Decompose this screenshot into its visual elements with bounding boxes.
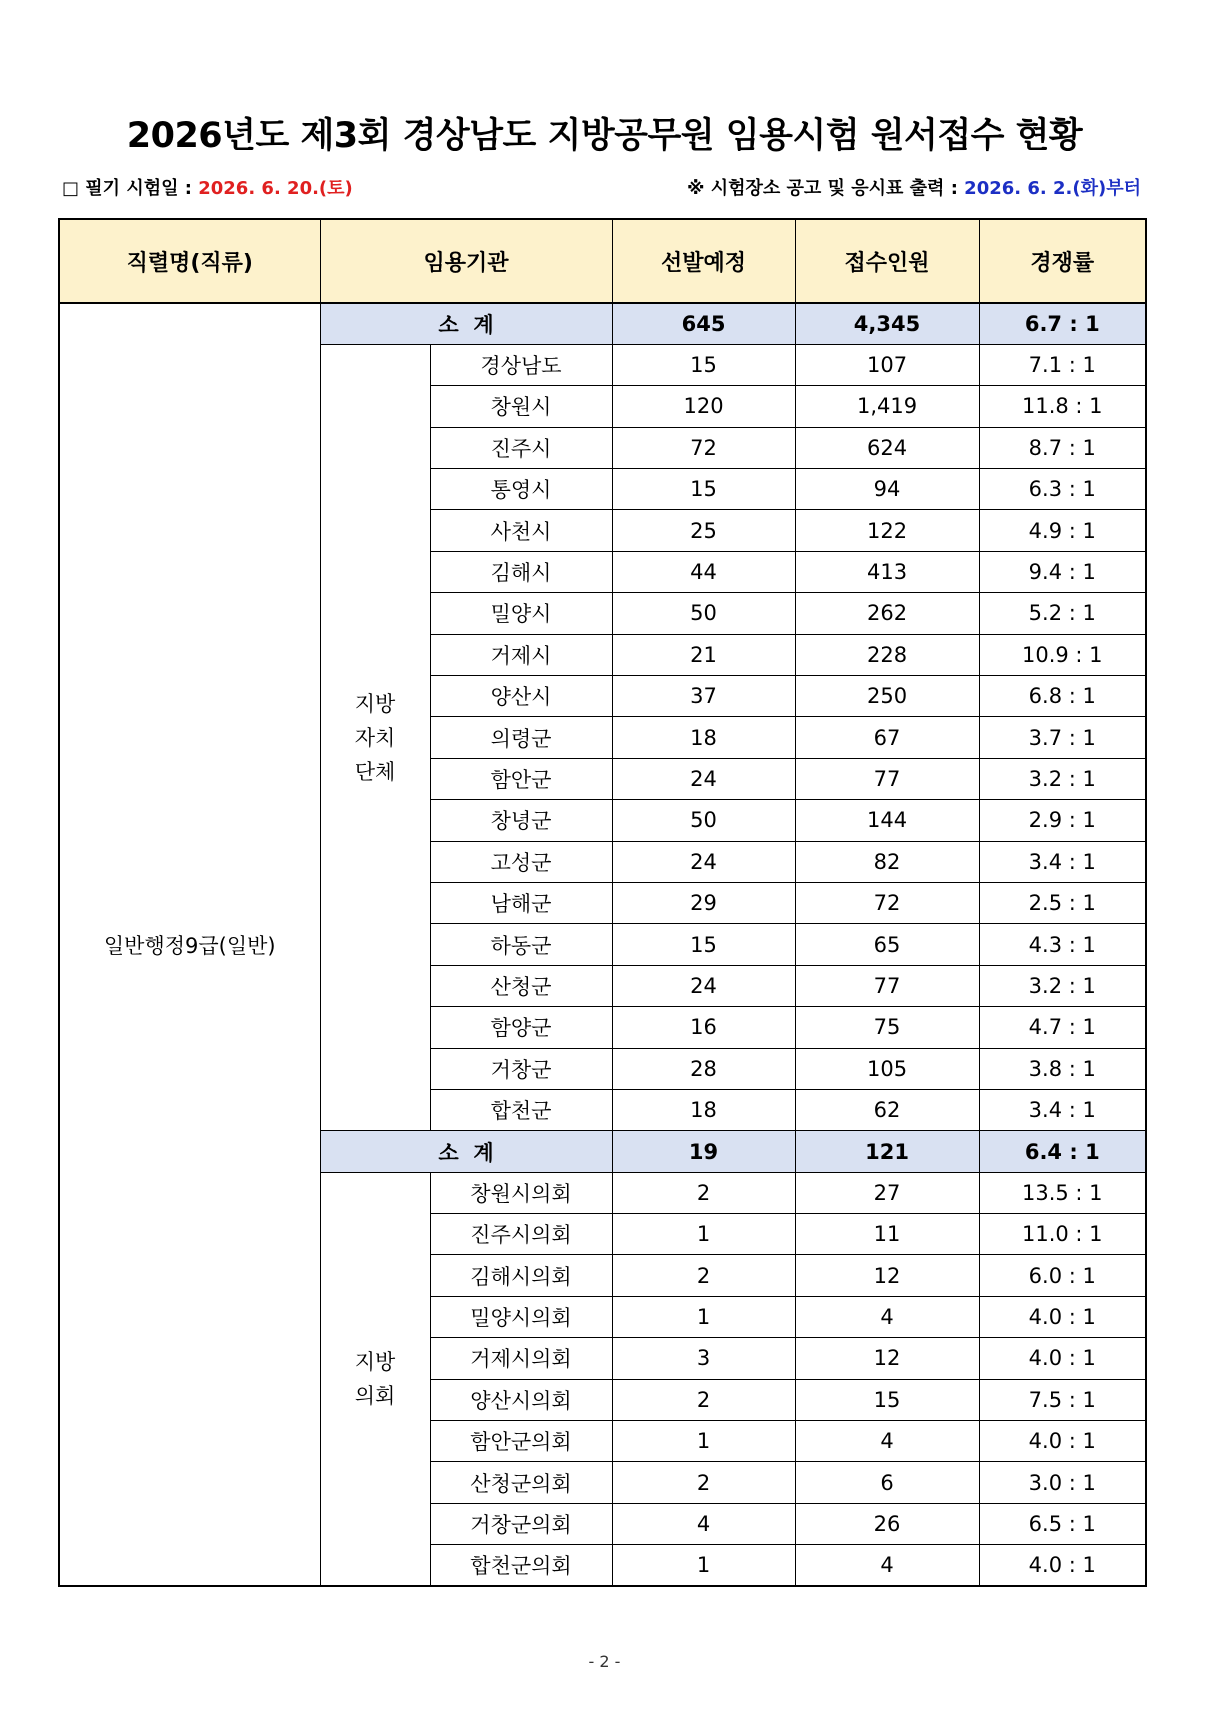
applicants-cell: 4 bbox=[795, 1545, 979, 1586]
subtotal-planned: 645 bbox=[612, 303, 795, 344]
planned-cell: 44 bbox=[612, 551, 795, 592]
planned-cell: 24 bbox=[612, 841, 795, 882]
planned-cell: 29 bbox=[612, 882, 795, 923]
applicants-cell: 250 bbox=[795, 676, 979, 717]
subtotal-planned: 19 bbox=[612, 1131, 795, 1172]
ratio-cell: 13.5 : 1 bbox=[979, 1172, 1146, 1213]
agency-cell: 거창군 bbox=[430, 1048, 612, 1089]
ratio-cell: 6.5 : 1 bbox=[979, 1503, 1146, 1544]
agency-cell: 고성군 bbox=[430, 841, 612, 882]
page-number: - 2 - bbox=[588, 1652, 621, 1671]
planned-cell: 1 bbox=[612, 1421, 795, 1462]
planned-cell: 2 bbox=[612, 1255, 795, 1296]
applicants-cell: 413 bbox=[795, 551, 979, 592]
applicants-cell: 15 bbox=[795, 1379, 979, 1420]
group-label-line: 단체 bbox=[354, 759, 396, 784]
job-series-cell: 일반행정9급(일반) bbox=[59, 303, 320, 1586]
ratio-cell: 11.0 : 1 bbox=[979, 1214, 1146, 1255]
ratio-cell: 11.8 : 1 bbox=[979, 386, 1146, 427]
applicants-cell: 67 bbox=[795, 717, 979, 758]
group-label-line: 의회 bbox=[354, 1383, 396, 1408]
ratio-cell: 6.0 : 1 bbox=[979, 1255, 1146, 1296]
header-applicants: 접수인원 bbox=[795, 219, 979, 303]
applicants-cell: 12 bbox=[795, 1338, 979, 1379]
planned-cell: 1 bbox=[612, 1296, 795, 1337]
applicants-cell: 107 bbox=[795, 344, 979, 385]
planned-cell: 2 bbox=[612, 1379, 795, 1420]
applicants-cell: 27 bbox=[795, 1172, 979, 1213]
agency-cell: 진주시 bbox=[430, 427, 612, 468]
subtotal-row bbox=[59, 303, 1146, 344]
planned-cell: 1 bbox=[612, 1214, 795, 1255]
planned-cell: 2 bbox=[612, 1172, 795, 1213]
ratio-cell: 6.8 : 1 bbox=[979, 676, 1146, 717]
applicants-cell: 6 bbox=[795, 1462, 979, 1503]
ratio-cell: 3.7 : 1 bbox=[979, 717, 1146, 758]
planned-cell: 18 bbox=[612, 717, 795, 758]
agency-cell: 창원시의회 bbox=[430, 1172, 612, 1213]
applicants-cell: 262 bbox=[795, 593, 979, 634]
ratio-cell: 9.4 : 1 bbox=[979, 551, 1146, 592]
planned-cell: 15 bbox=[612, 344, 795, 385]
planned-cell: 15 bbox=[612, 469, 795, 510]
applicants-cell: 82 bbox=[795, 841, 979, 882]
agency-cell: 밀양시 bbox=[430, 593, 612, 634]
ratio-cell: 4.3 : 1 bbox=[979, 924, 1146, 965]
header-agency: 임용기관 bbox=[320, 219, 612, 303]
page-title: 2026년도 제3회 경상남도 지방공무원 임용시험 원서접수 현황 bbox=[126, 116, 1083, 156]
ratio-cell: 4.0 : 1 bbox=[979, 1545, 1146, 1586]
applicants-cell: 72 bbox=[795, 882, 979, 923]
applicants-cell: 75 bbox=[795, 1007, 979, 1048]
agency-cell: 합천군의회 bbox=[430, 1545, 612, 1586]
agency-cell: 진주시의회 bbox=[430, 1214, 612, 1255]
applicants-cell: 11 bbox=[795, 1214, 979, 1255]
subtotal-label: 소 계 bbox=[320, 1131, 612, 1172]
exam-date-line bbox=[62, 174, 353, 200]
agency-cell: 양산시의회 bbox=[430, 1379, 612, 1420]
ratio-cell: 8.7 : 1 bbox=[979, 427, 1146, 468]
applicants-cell: 26 bbox=[795, 1503, 979, 1544]
applicants-cell: 65 bbox=[795, 924, 979, 965]
applicants-cell: 94 bbox=[795, 469, 979, 510]
ratio-cell: 3.4 : 1 bbox=[979, 841, 1146, 882]
planned-cell: 2 bbox=[612, 1462, 795, 1503]
ratio-cell: 4.0 : 1 bbox=[979, 1338, 1146, 1379]
applicants-cell: 1,419 bbox=[795, 386, 979, 427]
agency-cell: 통영시 bbox=[430, 469, 612, 510]
agency-cell: 함양군 bbox=[430, 1007, 612, 1048]
applicants-cell: 122 bbox=[795, 510, 979, 551]
applicants-cell: 105 bbox=[795, 1048, 979, 1089]
applicants-cell: 4 bbox=[795, 1421, 979, 1462]
agency-cell: 김해시 bbox=[430, 551, 612, 592]
ratio-cell: 2.5 : 1 bbox=[979, 882, 1146, 923]
planned-cell: 72 bbox=[612, 427, 795, 468]
agency-cell: 밀양시의회 bbox=[430, 1296, 612, 1337]
planned-cell: 16 bbox=[612, 1007, 795, 1048]
ratio-cell: 4.0 : 1 bbox=[979, 1421, 1146, 1462]
agency-cell: 함안군의회 bbox=[430, 1421, 612, 1462]
ratio-cell: 3.8 : 1 bbox=[979, 1048, 1146, 1089]
subtotal-ratio: 6.7 : 1 bbox=[979, 303, 1146, 344]
agency-cell: 하동군 bbox=[430, 924, 612, 965]
planned-cell: 37 bbox=[612, 676, 795, 717]
agency-cell: 김해시의회 bbox=[430, 1255, 612, 1296]
planned-cell: 50 bbox=[612, 593, 795, 634]
planned-cell: 18 bbox=[612, 1089, 795, 1130]
ratio-cell: 7.5 : 1 bbox=[979, 1379, 1146, 1420]
ratio-cell: 2.9 : 1 bbox=[979, 800, 1146, 841]
applications-table bbox=[58, 218, 1147, 1587]
notice-suffix: 부터 bbox=[1106, 178, 1141, 199]
table-header-row bbox=[59, 219, 1146, 303]
applicants-cell: 4 bbox=[795, 1296, 979, 1337]
agency-cell: 남해군 bbox=[430, 882, 612, 923]
applicants-cell: 62 bbox=[795, 1089, 979, 1130]
agency-cell: 합천군 bbox=[430, 1089, 612, 1130]
planned-cell: 120 bbox=[612, 386, 795, 427]
exam-date-label: □ 필기 시험일 : bbox=[62, 178, 199, 199]
ratio-cell: 3.0 : 1 bbox=[979, 1462, 1146, 1503]
planned-cell: 21 bbox=[612, 634, 795, 675]
applicants-cell: 77 bbox=[795, 965, 979, 1006]
agency-cell: 의령군 bbox=[430, 717, 612, 758]
agency-cell: 창원시 bbox=[430, 386, 612, 427]
ratio-cell: 4.9 : 1 bbox=[979, 510, 1146, 551]
agency-cell: 양산시 bbox=[430, 676, 612, 717]
agency-cell: 함안군 bbox=[430, 758, 612, 799]
notice-date: 2026. 6. 2.(화) bbox=[964, 178, 1107, 199]
agency-cell: 산청군의회 bbox=[430, 1462, 612, 1503]
planned-cell: 50 bbox=[612, 800, 795, 841]
group-label-line: 자치 bbox=[354, 725, 396, 750]
local-gov-group bbox=[320, 344, 430, 1130]
local-council-group bbox=[320, 1172, 430, 1586]
planned-cell: 24 bbox=[612, 965, 795, 1006]
notice-line bbox=[687, 174, 1141, 200]
ratio-cell: 4.0 : 1 bbox=[979, 1296, 1146, 1337]
planned-cell: 15 bbox=[612, 924, 795, 965]
ratio-cell: 7.1 : 1 bbox=[979, 344, 1146, 385]
agency-cell: 사천시 bbox=[430, 510, 612, 551]
ratio-cell: 5.2 : 1 bbox=[979, 593, 1146, 634]
ratio-cell: 6.3 : 1 bbox=[979, 469, 1146, 510]
agency-cell: 거제시의회 bbox=[430, 1338, 612, 1379]
subtotal-ratio: 6.4 : 1 bbox=[979, 1131, 1146, 1172]
ratio-cell: 10.9 : 1 bbox=[979, 634, 1146, 675]
ratio-cell: 3.4 : 1 bbox=[979, 1089, 1146, 1130]
header-job-series: 직렬명(직류) bbox=[59, 219, 320, 303]
planned-cell: 25 bbox=[612, 510, 795, 551]
applicants-cell: 77 bbox=[795, 758, 979, 799]
exam-date-value: 2026. 6. 20.(토) bbox=[198, 178, 353, 199]
planned-cell: 28 bbox=[612, 1048, 795, 1089]
applicants-cell: 144 bbox=[795, 800, 979, 841]
applicants-cell: 12 bbox=[795, 1255, 979, 1296]
header-ratio: 경쟁률 bbox=[979, 219, 1146, 303]
planned-cell: 4 bbox=[612, 1503, 795, 1544]
table-body bbox=[59, 303, 1146, 1586]
ratio-cell: 3.2 : 1 bbox=[979, 758, 1146, 799]
agency-cell: 거제시 bbox=[430, 634, 612, 675]
group-label-line: 지방 bbox=[354, 1349, 396, 1374]
ratio-cell: 4.7 : 1 bbox=[979, 1007, 1146, 1048]
planned-cell: 1 bbox=[612, 1545, 795, 1586]
subtotal-applicants: 4,345 bbox=[795, 303, 979, 344]
header-planned: 선발예정 bbox=[612, 219, 795, 303]
subtotal-label: 소 계 bbox=[320, 303, 612, 344]
agency-cell: 산청군 bbox=[430, 965, 612, 1006]
applicants-cell: 228 bbox=[795, 634, 979, 675]
group-label-line: 지방 bbox=[354, 691, 396, 716]
agency-cell: 창녕군 bbox=[430, 800, 612, 841]
planned-cell: 24 bbox=[612, 758, 795, 799]
subtotal-applicants: 121 bbox=[795, 1131, 979, 1172]
ratio-cell: 3.2 : 1 bbox=[979, 965, 1146, 1006]
agency-cell: 경상남도 bbox=[430, 344, 612, 385]
planned-cell: 3 bbox=[612, 1338, 795, 1379]
agency-cell: 거창군의회 bbox=[430, 1503, 612, 1544]
notice-label: ※ 시험장소 공고 및 응시표 출력 : bbox=[686, 178, 965, 199]
applicants-cell: 624 bbox=[795, 427, 979, 468]
